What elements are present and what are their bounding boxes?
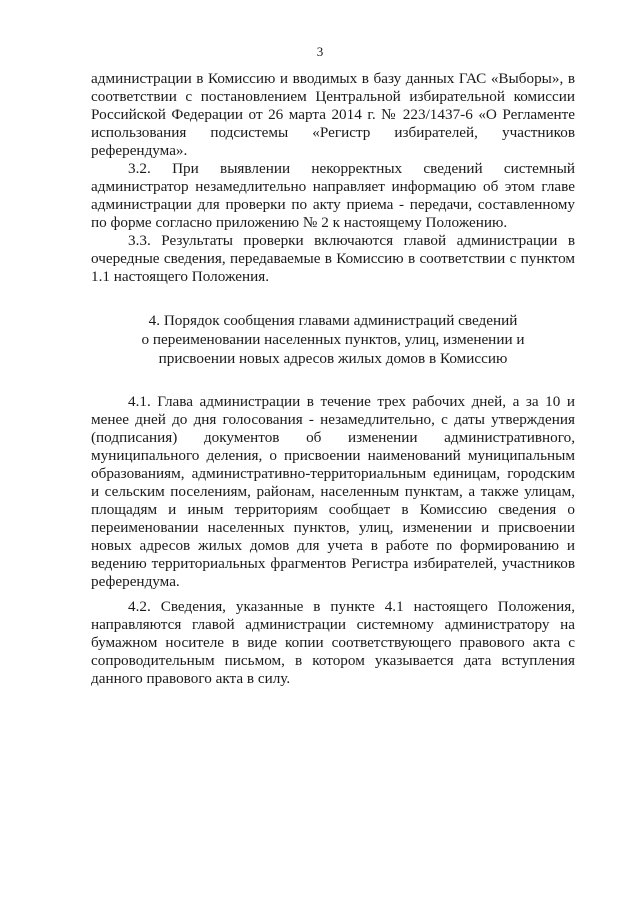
section-heading-4 xyxy=(91,311,575,368)
paragraph-4-1: 4.1. Глава администрации в течение трех рабочих дней, а за 10 и менее дней до дня голосования - незамедлительно, с даты утверждения (подписания) документов об изменении административного, муниципального деления, о присвоении наименований муниципальным образованиям, административно-территориальным единицам, городским и сельским поселениям, районам, населенным пунктам, а также улицам, площадям и иным территориям сообщает в Комиссию сведения о переименовании населенных пунктов, улиц, изменении и присвоении новых адресов жилых домов для учета в работе по формированию и ведению территориальных фрагментов Регистра избирателей, участников референдума. xyxy=(91,393,575,590)
paragraph-3-3: 3.3. Результаты проверки включаются главой администрации в очередные сведения, передаваемые в Комиссию в соответствии с пунктом 1.1 настоящего Положения. xyxy=(91,232,575,285)
paragraph-4-2: 4.2. Сведения, указанные в пункте 4.1 настоящего Положения, направляются главой администрации системному администратору на бумажном носителе в виде копии соответствующего правового акта с сопроводительным письмом, в котором указывается дата вступления данного правового акта в силу. xyxy=(91,598,575,687)
section-heading-line-1: 4. Порядок сообщения главами администраций сведений xyxy=(148,312,518,329)
paragraph-3-2: 3.2. При выявлении некорректных сведений системный администратор незамедлительно направляет информацию об этом главе администрации для проверки по акту приема - передачи, составленному по форме согласно приложению № 2 к настоящему Положению. xyxy=(91,160,575,231)
section-heading-line-3: присвоении новых адресов жилых домов в Комиссию xyxy=(158,350,508,367)
document-body xyxy=(91,70,575,688)
paragraph-continuation: администрации в Комиссию и вводимых в базу данных ГАС «Выборы», в соответствии с постановлением Центральной избирательной комиссии Российской Федерации от 26 марта 2014 г. № 223/1437-6 «О Регламенте использования подсистемы «Регистр избирателей, участников референдума». xyxy=(91,70,575,159)
page-number: 3 xyxy=(316,44,324,59)
section-heading-line-2: о переименовании населенных пунктов, улиц, изменении и xyxy=(141,331,525,348)
